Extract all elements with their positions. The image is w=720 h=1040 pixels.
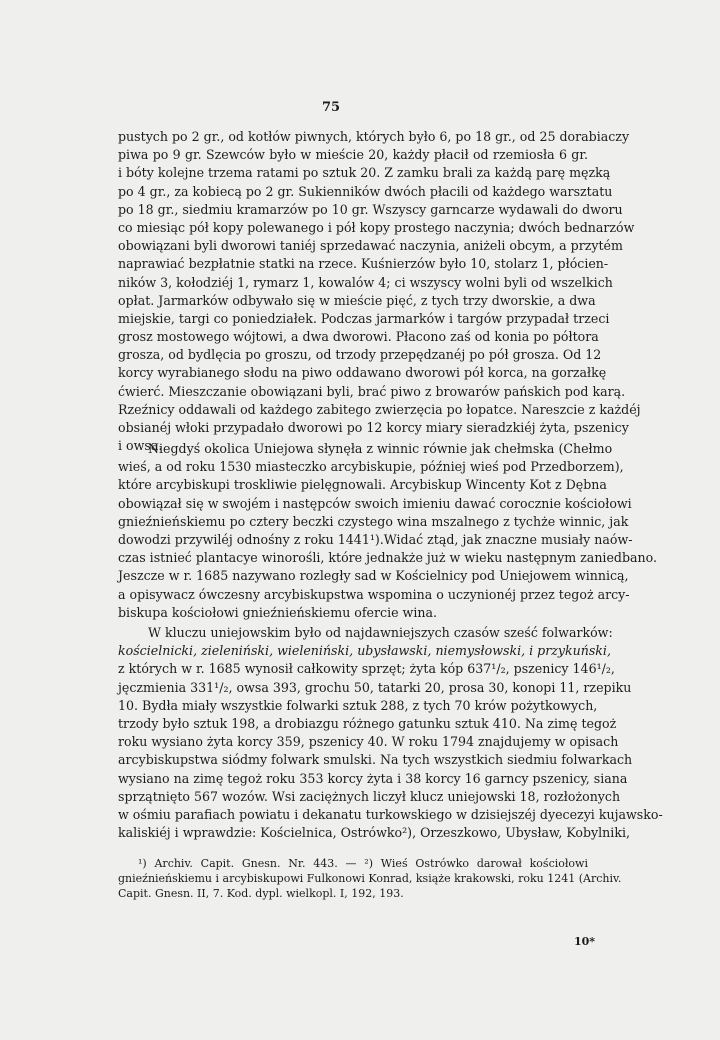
paragraph-1 <box>118 128 641 455</box>
text-line: w ośmiu parafiach powiatu i dekanatu turkowskiego w dzisiejszéj dyecezyi kujawsko- <box>118 806 663 822</box>
text-line: wysiano na zimę tegoż roku 353 korcy żyta i 38 korcy 16 garncy pszenicy, siana <box>118 770 628 786</box>
text-line: po 4 gr., za kobiecą po 2 gr. Sukienników dwóch płacili od każdego warsztatu <box>118 183 613 199</box>
text-line: ćwierć. Mieszczanie obowiązani byli, brać piwo z browarów pańskich pod karą. <box>118 383 626 399</box>
footnote-line: gnieźnieńskiemu i arcybiskupowi Fulkonowi Konrad, książe krakowski, roku 1241 (Archiv. <box>118 872 622 885</box>
text-line: 10. Bydła miały wszystkie folwarki sztuk 288, z tych 70 krów pożytkowych, <box>118 697 598 713</box>
text-line: naprawiać bezpłatnie statki na rzece. Kuśnierzów było 10, stolarz 1, płócien- <box>118 256 609 272</box>
text-line: korcy wyrabianego słodu na piwo oddawano dworowi pół korca, na gorzałkę <box>118 365 607 381</box>
text-line: miejskie, targi co poniedziałek. Podczas jarmarków i targów przypadał trzeci <box>118 310 610 326</box>
text-line: Niegdyś okolica Uniejowa słynęła z winnic równie jak chełmska (Chełmo <box>148 441 613 456</box>
text-line: opłat. Jarmarków odbywało się w mieście pięć, z tych trzy dworskie, a dwa <box>118 292 596 308</box>
page-number: 75 <box>321 100 341 115</box>
text-line: czas istnieć plantacye winorośli, które jednakże już w wieku następnym zaniedbano. <box>118 550 658 566</box>
text-line: Rzeźnicy oddawali od każdego zabitego zwierzęcia po łopatce. Nareszcie z każdéj <box>118 401 641 417</box>
paragraph-2 <box>118 440 658 622</box>
text-line: grosza, od bydlęcia po groszu, od trzody przepędzanéj po pół grosza. Od 12 <box>118 347 602 363</box>
printer-signature: 10* <box>573 935 595 948</box>
text-line: które arcybiskupi troskliwie pielęgnowali. Arcybiskup Wincenty Kot z Dębna <box>118 477 607 493</box>
text-line: kościelnicki, zieleniński, wieleniński, ubysławski, niemysłowski, i przykuński, <box>118 643 611 659</box>
footnote-line: Capit. Gnesn. II, 7. Kod. dypl. wielkopl. I, 192, 193. <box>118 887 404 900</box>
text-line: ników 3, kołodziéj 1, rymarz 1, kowalów 4; ci wszyscy wolni byli od wszelkich <box>118 274 613 290</box>
footnote-line: ¹) Archiv. Capit. Gnesn. Nr. 443. — ²) Wieś Ostrówko darował kościołowi <box>138 857 588 870</box>
text-line: W kluczu uniejowskim było od najdawniejszych czasów sześć folwarków: <box>148 625 613 640</box>
text-line: a opisywacz ówczesny arcybiskupstwa wspomina o uczynionéj przez tegoż arcy- <box>118 586 630 602</box>
text-line: wieś, a od roku 1530 miasteczko arcybiskupie, później wieś pod Przedborzem), <box>118 459 624 475</box>
text-line: i bóty kolejne trzema ratami po sztuk 20. Z zamku brali za każdą parę męzką <box>118 165 611 181</box>
text-line: biskupa kościołowi gnieźnieńskiemu ofercie wina. <box>118 604 437 620</box>
text-line: gnieźnieńskiemu po cztery beczki czystego wina mszalnego z tychże winnic, jak <box>118 513 629 529</box>
text-line: obowiązani byli dworowi taniéj sprzedawać naczynia, aniżeli obcym, a przytém <box>118 238 623 254</box>
text-line: arcybiskupstwa siódmy folwark smulski. Na tych wszystkich siedmiu folwarkach <box>118 752 633 768</box>
text-line: dowodzi przywiléj odnośny z roku 1441¹).Widać ztąd, jak znaczne musiały naów- <box>118 531 633 547</box>
text-line: co miesiąc pół kopy polewanego i pół kopy prostego naczynia; dwóch bednarzów <box>118 219 635 235</box>
text-line: Jeszcze w r. 1685 nazywano rozległy sad w Kościelnicy pod Uniejowem winnicą, <box>118 568 629 584</box>
text-line: z których w r. 1685 wynosił całkowity sprzęt; żyta kóp 637¹/₂, pszenicy 146¹/₂, <box>118 661 615 677</box>
paragraph-3 <box>118 624 663 842</box>
text-line: sprzątnięto 567 wozów. Wsi zaciężnych liczył klucz uniejowski 18, rozłożonych <box>118 788 621 804</box>
text-line: jęczmienia 331¹/₂, owsa 393, grochu 50, tatarki 20, prosa 30, konopi 11, rzepiku <box>118 679 632 695</box>
text-line: pustych po 2 gr., od kotłów piwnych, których było 6, po 18 gr., od 25 dorabiaczy <box>118 129 630 144</box>
text-line: i owsa. <box>118 438 163 454</box>
text-line: obowiązał się w swojém i następców swoich imieniu dawać corocznie kościołowi <box>118 495 632 511</box>
text-line: kaliskiéj i wprawdzie: Kościelnica, Ostrówko²), Orzeszkowo, Ubysław, Kobylniki, <box>118 825 630 841</box>
footnotes <box>118 856 622 901</box>
text-line: piwa po 9 gr. Szewców było w mieście 20, każdy płacił od rzemiosła 6 gr. <box>118 147 588 163</box>
text-line: obsianéj włoki przypadało dworowi po 12 korcy miary sieradzkiéj żyta, pszenicy <box>118 420 629 435</box>
text-line: grosz mostowego wójtowi, a dwa dworowi. Płacono zaś od konia po półtora <box>118 329 599 345</box>
text-line: trzody było sztuk 198, a drobiazgu różnego gatunku sztuk 410. Na zimę tegoż <box>118 715 617 731</box>
text-line: po 18 gr., siedmiu kramarzów po 10 gr. Wszyscy garncarze wydawali do dworu <box>118 201 623 217</box>
text-line: roku wysiano żyta korcy 359, pszenicy 40. W roku 1794 znajdujemy w opisach <box>118 734 619 750</box>
